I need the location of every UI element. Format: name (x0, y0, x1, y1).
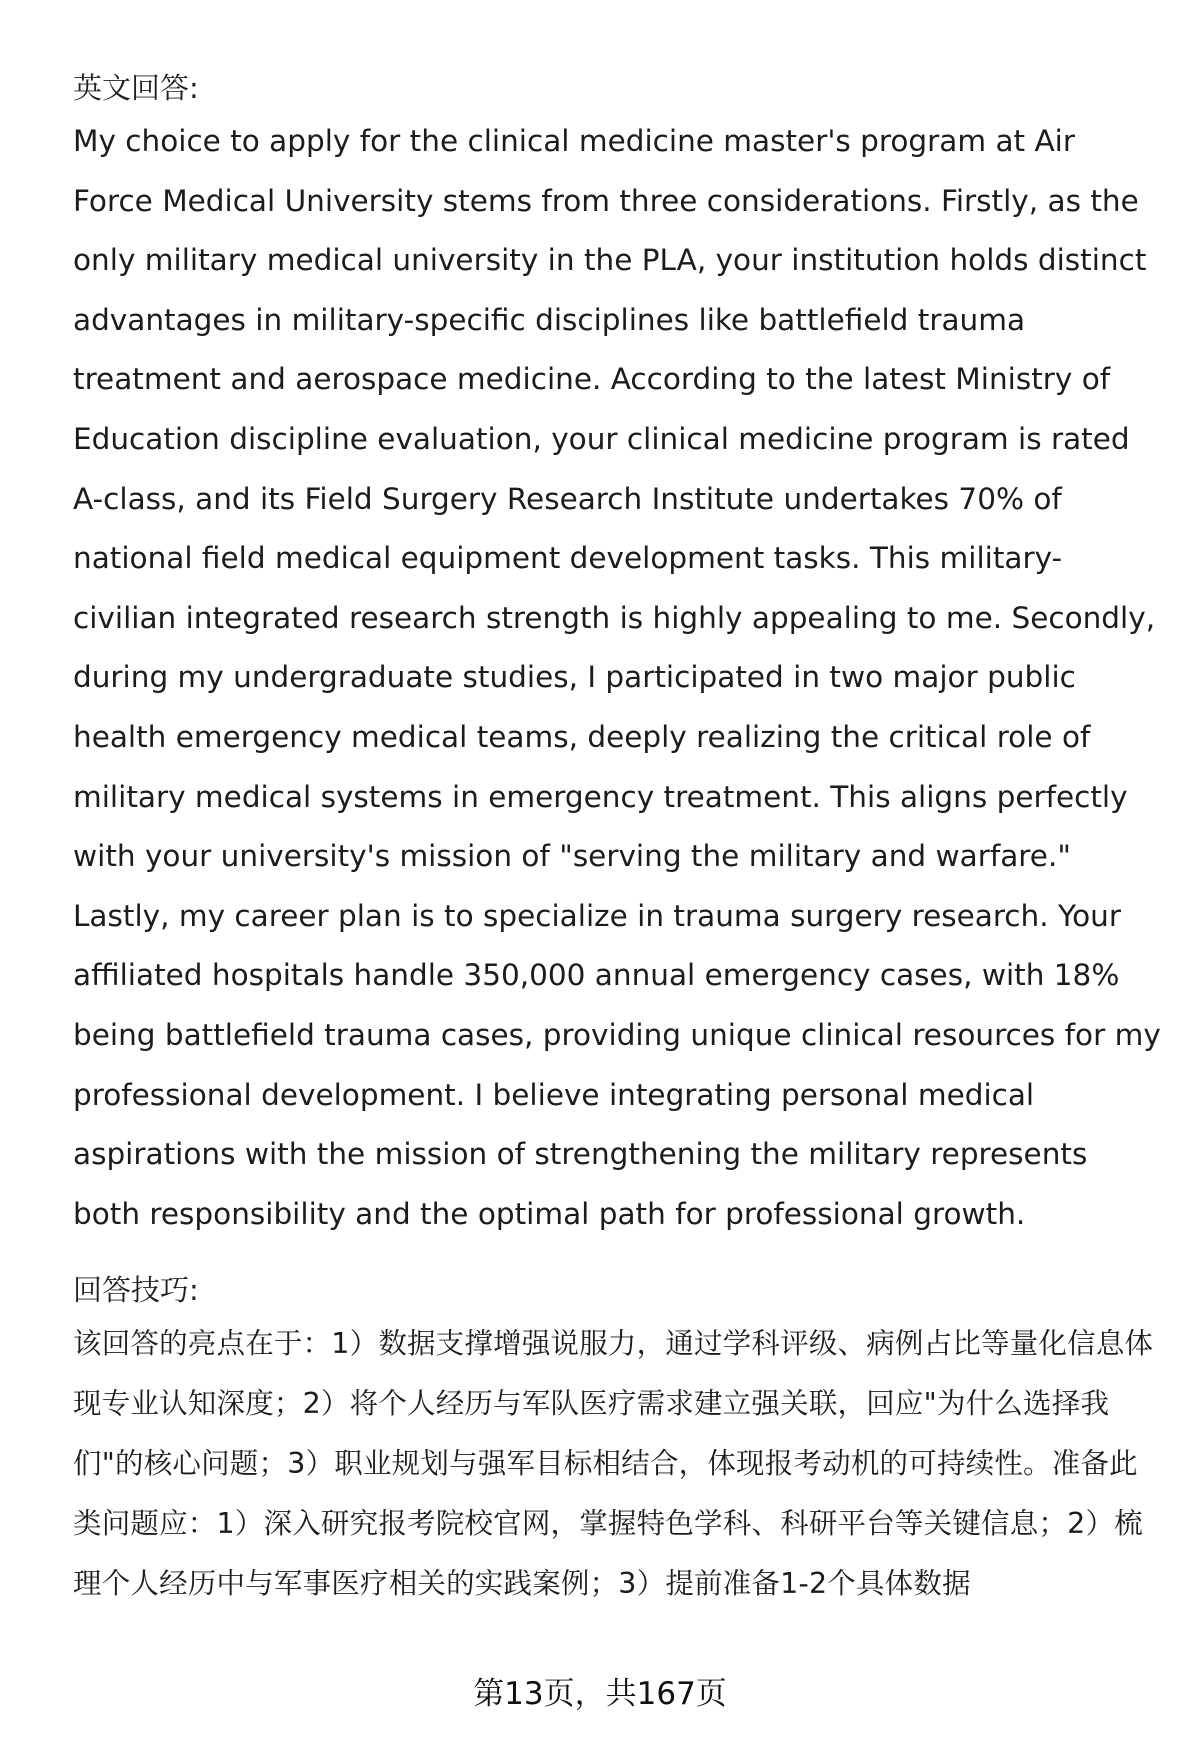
english-answer-label: 英文回答: (73, 71, 199, 105)
document-page (73, 64, 1163, 1614)
page-indicator: 第13页，共167页 (473, 1676, 727, 1712)
english-answer-text: My choice to apply for the clinical medicine master's program at Air Force Medical University stems from three considerations. Firstly, as the only military medical university in the PLA, your institution holds distinct advantages in military-specific disciplines like battlefield trauma treatment and aerospace medicine. According to the latest Ministry of Education discipline evaluation, your clinical medicine program is rated A-class, and its Field Surgery Research Institute undertakes 70% of national field medical equipment development tasks. This military-civilian integrated research strength is highly appealing to me. Secondly, during my undergraduate studies, I participated in two major public health emergency medical teams, deeply realizing the critical role of military medical systems in emergency treatment. This aligns perfectly with your university's mission of "serving the military and warfare." Lastly, my career plan is to specialize in trauma surgery research. Your affiliated hospitals handle 350,000 annual emergency cases, with 18% being battlefield trauma cases, providing unique clinical resources for my professional development. I believe integrating personal medical aspirations with the mission of strengthening the military represents both responsibility and the optimal path for professional growth. (73, 124, 1161, 1231)
answer-tips-label: 回答技巧: (73, 1273, 199, 1308)
answer-tips-text: 该回答的亮点在于：1）数据支撑增强说服力，通过学科评级、病例占比等量化信息体现专业认知深度；2）将个人经历与军队医疗需求建立强关联，回应"为什么选择我们"的核心问题；3）职业规划与强军目标相结合，体现报考动机的可持续性。准备此类问题应：1）深入研究报考院校官网，掌握特色学科、科研平台等关键信息；2）梳理个人经历中与军事医疗相关的实践案例；3）提前准备1-2个具体数据 (73, 1327, 1154, 1601)
